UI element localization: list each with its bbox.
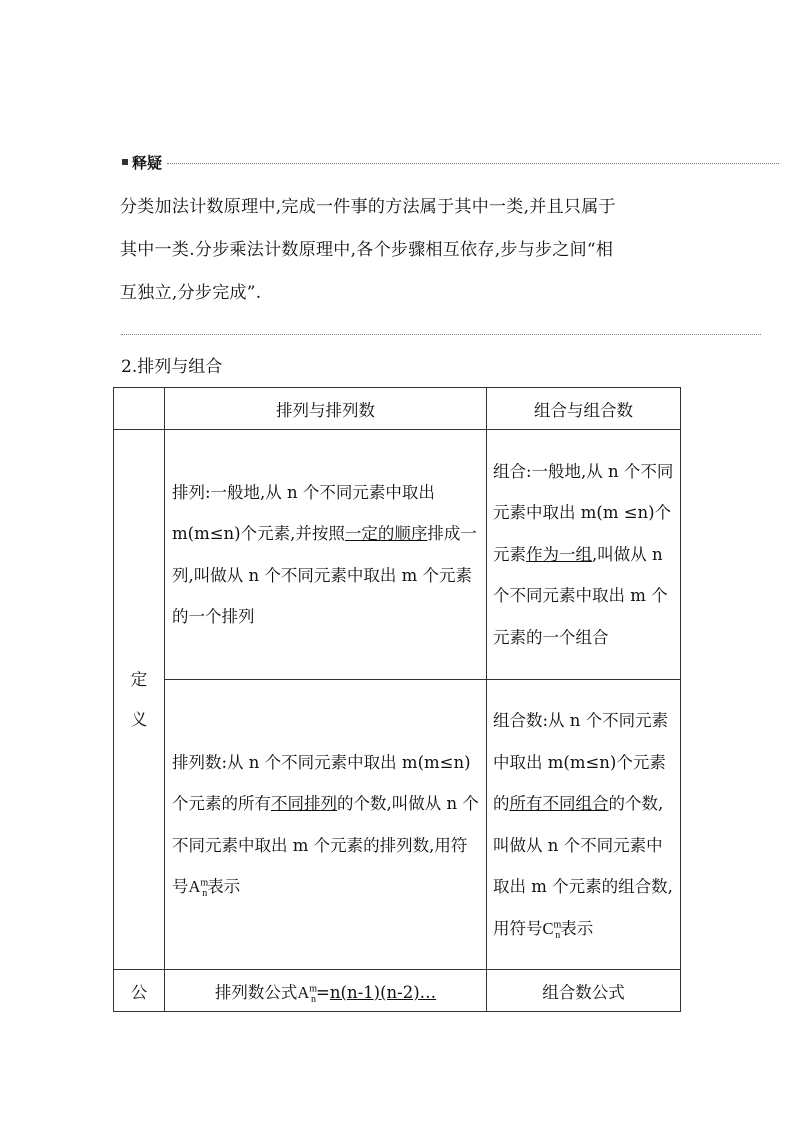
square-bullet-icon [122, 159, 128, 165]
combination-number-text: 组合数:从 n 个不同元素中取出 m(m≤n)个元素的 [493, 711, 669, 813]
combination-formula: 组合数公式 [487, 970, 681, 1012]
permutation-formula [165, 970, 487, 1012]
symbol-sub: n [311, 993, 317, 1005]
combination-number-emphasis: 所有不同组合 [509, 794, 609, 813]
permutation-number-definition [165, 680, 487, 970]
symbol-sub: n [555, 929, 561, 941]
table-header-row [114, 388, 681, 430]
permutation-formula-label: 排列数公式 [214, 982, 298, 1002]
permutation-combination-table [113, 387, 681, 1012]
permutation-number-text: 排列数:从 n 个不同元素中取出 m(m≤n)个元素的所有 [172, 752, 471, 813]
definition-label-text: 定 义 [130, 669, 148, 729]
symbol-sup: m [200, 877, 209, 889]
note-tag: 释疑 [132, 154, 163, 172]
symbol-letter: A [297, 982, 310, 1002]
combination-number-definition [487, 680, 681, 970]
symbol-letter: C [542, 918, 554, 938]
permutation-def-text-end: 排成一列,叫做从 n 个不同元素中取出 m 个元素的一个排列 [172, 524, 477, 626]
symbol-sub: n [202, 888, 208, 900]
combination-number-text-end: 的个数,叫做从 n 个不同元素中取出 m 个元素的组合数,用符号 [493, 794, 673, 938]
note-line: 互独立,分步完成”. [120, 283, 262, 303]
table-row [114, 680, 681, 970]
table-row [114, 430, 681, 680]
equals-sign: = [316, 982, 330, 1002]
definition-label [114, 430, 165, 970]
section-title: 2.排列与组合 [121, 357, 223, 377]
permutation-formula-symbol [297, 982, 318, 1005]
corner-cell [114, 388, 165, 430]
combination-definition [487, 430, 681, 680]
permutation-definition [165, 430, 487, 680]
header-combination: 组合与组合数 [487, 388, 681, 430]
note-header [121, 152, 779, 174]
symbol-sup: m [553, 919, 562, 930]
formula-label: 公 [114, 970, 165, 1012]
header-permutation: 排列与排列数 [165, 388, 487, 430]
combination-number-tail: 表示 [560, 918, 594, 938]
symbol-sup: m [309, 983, 318, 994]
symbol-letter: A [188, 877, 201, 896]
table-row [114, 970, 681, 1012]
permutation-number-emphasis: 不同排列 [271, 794, 337, 813]
permutation-def-emphasis: 一定的顺序 [344, 524, 428, 543]
note-line: 其中一类.分步乘法计数原理中,各个步骤相互依存,步与步之间“相 [120, 240, 614, 260]
section-separator [121, 334, 761, 335]
combination-def-text: 组合:一般地,从 n 个不同元素中取出 m(m ≤n)个元素 [493, 461, 674, 564]
permutation-symbol [188, 877, 209, 900]
permutation-number-tail: 表示 [207, 877, 241, 896]
combination-def-text-end: ,叫做从 n 个不同元素中取出 m 个元素的一个组合 [493, 544, 668, 647]
combination-symbol [542, 918, 562, 941]
permutation-number-text-end: 的个数,叫做从 n 个不同元素中取出 m 个元素的排列数,用符号 [172, 794, 479, 896]
note-paragraph [120, 186, 680, 315]
dotted-rule [167, 163, 779, 164]
combination-def-emphasis: 作为一组 [526, 544, 592, 564]
permutation-def-text: 排列:一般地,从 n 个不同元素中取出 m(m≤n)个元素,并按照 [172, 482, 435, 543]
permutation-formula-expression: n(n-1)(n-2)… [329, 982, 437, 1002]
note-line: 分类加法计数原理中,完成一件事的方法属于其中一类,并且只属于 [120, 197, 616, 217]
